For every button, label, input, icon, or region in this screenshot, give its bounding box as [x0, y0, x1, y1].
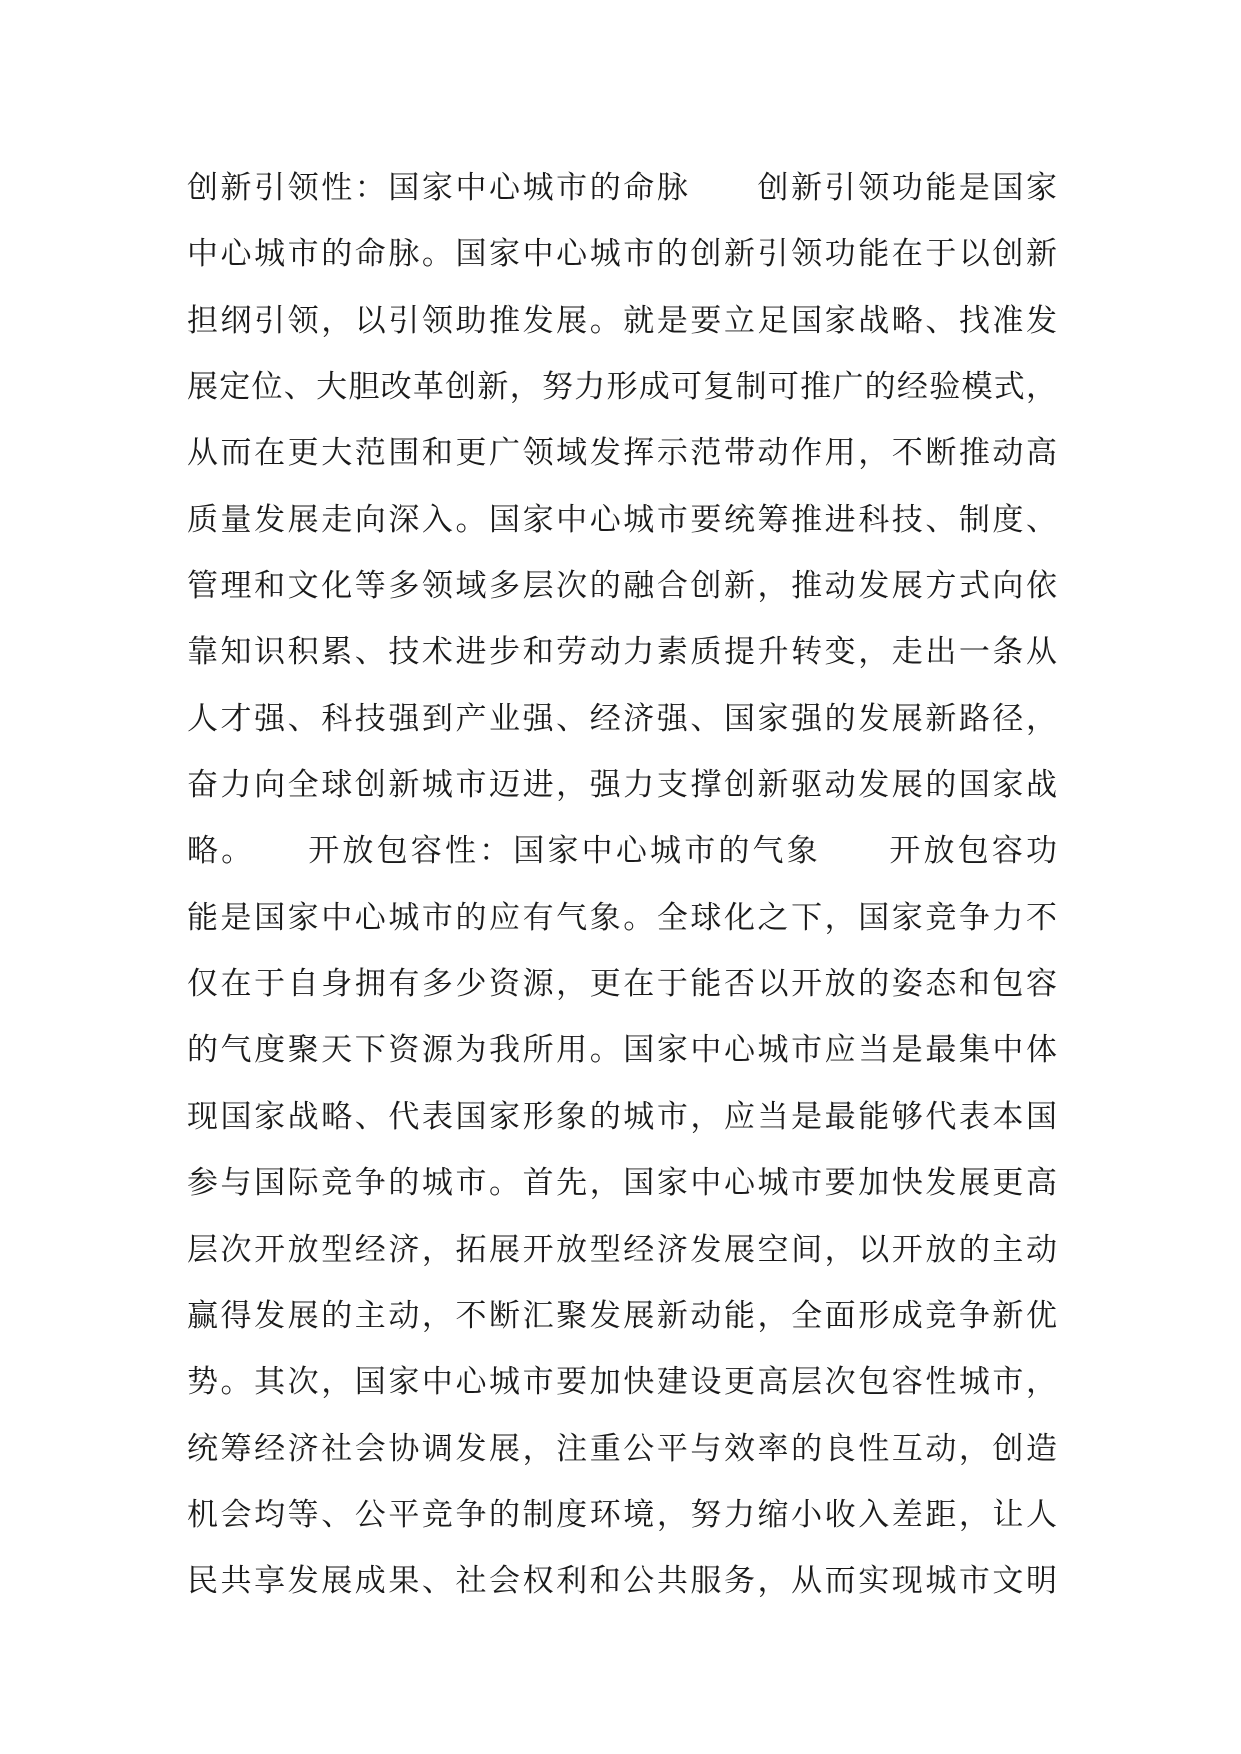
text-line: 从而在更大范围和更广领域发挥示范带动作用，不断推动高	[187, 435, 1057, 472]
body-text	[187, 155, 1057, 1615]
text-line: 赢得发展的主动，不断汇聚发展新动能，全面形成竞争新优	[187, 1297, 1057, 1334]
text-line: 统筹经济社会协调发展，注重公平与效率的良性互动，创造	[187, 1430, 1057, 1467]
text-line: 中心城市的命脉。国家中心城市的创新引领功能在于以创新	[187, 236, 1057, 273]
text-line: 展定位、大胆改革创新，努力形成可复制可推广的经验模式，	[187, 369, 1057, 406]
text-line: 奋力向全球创新城市迈进，强力支撑创新驱动发展的国家战	[187, 767, 1057, 804]
text-line: 略。 开放包容性：国家中心城市的气象 开放包容功	[187, 833, 1057, 870]
text-line: 势。其次，国家中心城市要加快建设更高层次包容性城市，	[187, 1364, 1057, 1401]
text-line: 层次开放型经济，拓展开放型经济发展空间，以开放的主动	[187, 1231, 1057, 1268]
text-line: 管理和文化等多领域多层次的融合创新，推动发展方式向依	[187, 568, 1057, 605]
text-line: 担纲引领，以引领助推发展。就是要立足国家战略、找准发	[187, 302, 1057, 339]
text-line: 靠知识积累、技术进步和劳动力素质提升转变，走出一条从	[187, 634, 1057, 671]
text-line: 民共享发展成果、社会权利和公共服务，从而实现城市文明	[187, 1563, 1057, 1600]
text-line: 人才强、科技强到产业强、经济强、国家强的发展新路径，	[187, 700, 1057, 737]
text-line: 能是国家中心城市的应有气象。全球化之下，国家竞争力不	[187, 899, 1057, 936]
text-line: 仅在于自身拥有多少资源，更在于能否以开放的姿态和包容	[187, 966, 1057, 1003]
text-line: 的气度聚天下资源为我所用。国家中心城市应当是最集中体	[187, 1032, 1057, 1069]
text-line: 机会均等、公平竞争的制度环境，努力缩小收入差距，让人	[187, 1496, 1057, 1533]
text-line: 创新引领性：国家中心城市的命脉 创新引领功能是国家	[187, 170, 1057, 206]
text-line: 现国家战略、代表国家形象的城市，应当是最能够代表本国	[187, 1098, 1057, 1135]
text-line: 质量发展走向深入。国家中心城市要统筹推进科技、制度、	[187, 501, 1057, 538]
text-line: 参与国际竞争的城市。首先，国家中心城市要加快发展更高	[187, 1165, 1057, 1202]
